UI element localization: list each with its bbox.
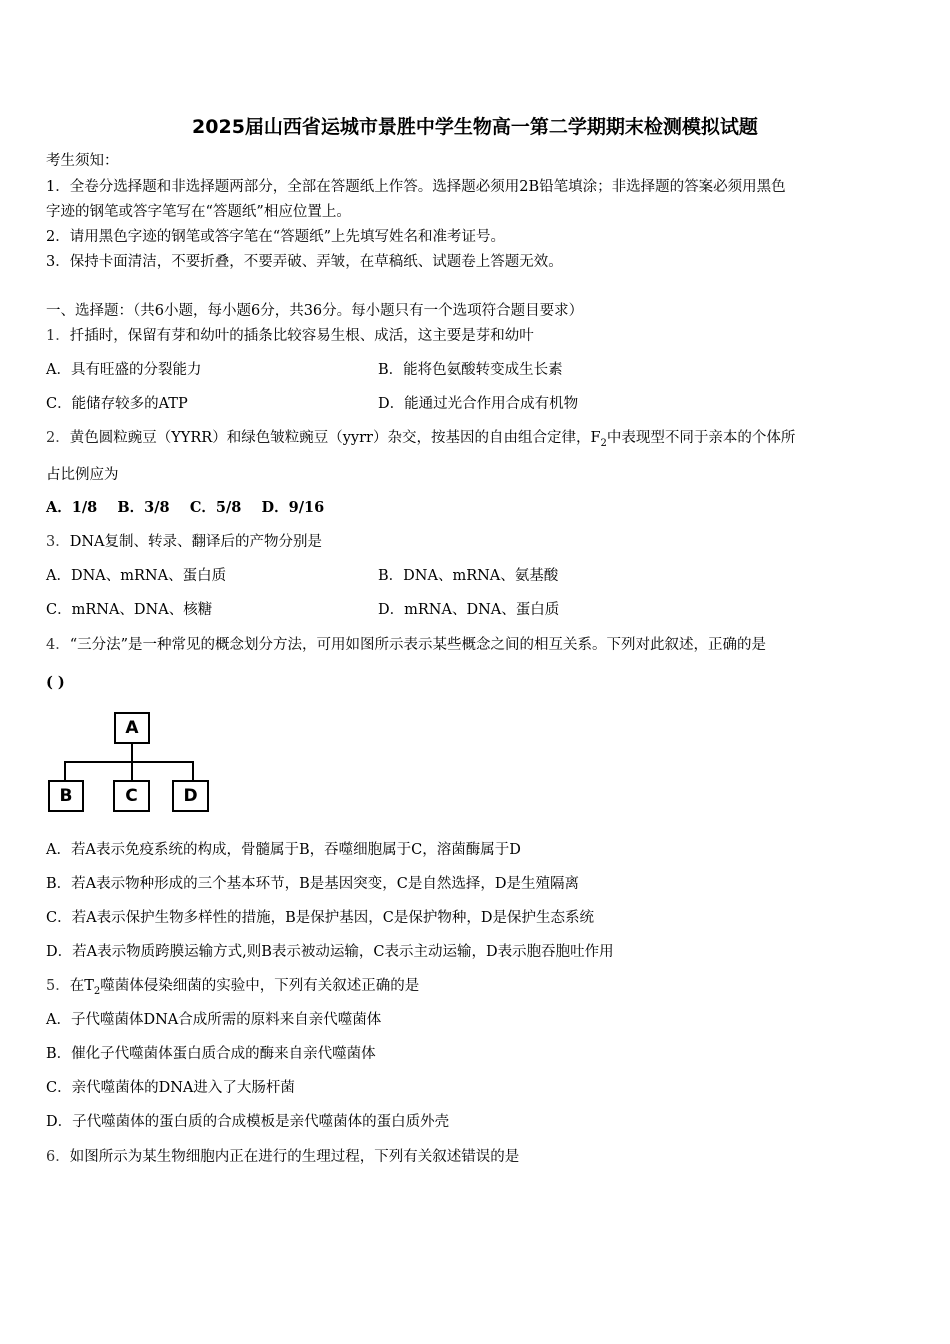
question-number: 2． bbox=[46, 430, 70, 446]
q4-option-b: B．若A表示物种形成的三个基本环节，B是基因突变，C是自然选择，D是生殖隔离 bbox=[46, 876, 579, 892]
question-stem-part2: 中表现型不同于亲本的个体所 bbox=[606, 430, 796, 446]
q3-option-c: C．mRNA、DNA、核糖 bbox=[46, 602, 213, 618]
q4-option-d: D．若A表示物质跨膜运输方式,则B表示被动运输，C表示主动运输，D表示胞吞胞吐作用 bbox=[46, 944, 614, 960]
q4-option-a: A．若A表示免疫系统的构成，骨髓属于B，吞噬细胞属于C，溶菌酶属于D bbox=[46, 842, 521, 858]
question-number: 3． bbox=[46, 534, 70, 550]
diagram-box-a: A bbox=[114, 712, 150, 744]
question-2-cont: 占比例应为 bbox=[46, 467, 119, 483]
diagram-box-b: B bbox=[48, 780, 84, 812]
question-6 bbox=[46, 1147, 519, 1167]
answer-paren: ( ) bbox=[46, 674, 65, 691]
diagram-connector bbox=[131, 761, 133, 781]
question-stem: “三分法”是一种常见的概念划分方法，可用如图所示表示某些概念之间的相互关系。下列对此叙述，正确的是 bbox=[69, 637, 767, 653]
q3-option-a: A．DNA、mRNA、蛋白质 bbox=[46, 568, 227, 584]
q5-option-d: D．子代噬菌体的蛋白质的合成模板是亲代噬菌体的蛋白质外壳 bbox=[46, 1114, 450, 1130]
q5-option-a: A．子代噬菌体DNA合成所需的原料来自亲代噬菌体 bbox=[46, 1012, 382, 1028]
q1-option-b: B．能将色氨酸转变成生长素 bbox=[378, 362, 563, 378]
question-stem-part1: 黄色圆粒豌豆（YYRR）和绿色皱粒豌豆（yyrr）杂交，按基因的自由组合定律，F bbox=[69, 430, 601, 446]
notice-item-1: 1．全卷分选择题和非选择题两部分，全部在答题纸上作答。选择题必须用2B铅笔填涂；非选择题的答案必须用黑色 bbox=[46, 179, 786, 195]
section-heading: 一、选择题：（共6小题，每小题6分，共36分。每小题只有一个选项符合题目要求） bbox=[46, 303, 584, 319]
q5-option-b: B．催化子代噬菌体蛋白质合成的酶来自亲代噬菌体 bbox=[46, 1046, 376, 1062]
question-1 bbox=[46, 326, 534, 346]
diagram-connector bbox=[131, 744, 133, 762]
q4-option-c: C．若A表示保护生物多样性的措施，B是保护基因，C是保护物种，D是保护生态系统 bbox=[46, 910, 594, 926]
diagram-connector bbox=[64, 761, 194, 763]
notice-item-3: 3．保持卡面清洁，不要折叠，不要弄破、弄皱，在草稿纸、试题卷上答题无效。 bbox=[46, 254, 563, 270]
question-number: 1． bbox=[46, 328, 70, 344]
q3-option-b: B．DNA、mRNA、氨基酸 bbox=[378, 568, 559, 584]
question-number: 4． bbox=[46, 637, 70, 653]
question-2 bbox=[46, 428, 795, 448]
q1-option-a: A．具有旺盛的分裂能力 bbox=[46, 362, 202, 378]
question-4 bbox=[46, 635, 766, 655]
notice-heading: 考生须知： bbox=[46, 153, 119, 169]
diagram-box-c: C bbox=[113, 780, 150, 812]
question-stem: 扦插时，保留有芽和幼叶的插条比较容易生根、成活，这主要是芽和幼叶 bbox=[69, 328, 534, 344]
question-stem: 如图所示为某生物细胞内正在进行的生理过程，下列有关叙述错误的是 bbox=[69, 1149, 520, 1165]
notice-item-1-cont: 字迹的钢笔或答字笔写在“答题纸”相应位置上。 bbox=[46, 204, 351, 220]
q3-option-d: D．mRNA、DNA、蛋白质 bbox=[378, 602, 560, 618]
q2-options: A．1/8 B．3/8 C．5/8 D．9/16 bbox=[46, 499, 325, 516]
question-number: 6． bbox=[46, 1149, 70, 1165]
page-title: 2025届山西省运城市景胜中学生物高一第二学期期末检测模拟试题 bbox=[192, 116, 758, 138]
diagram-connector bbox=[64, 761, 66, 781]
question-number: 5． bbox=[46, 978, 70, 994]
diagram-box-d: D bbox=[172, 780, 209, 812]
question-stem-part1: 在T bbox=[69, 978, 94, 994]
subscript: 2 bbox=[93, 985, 101, 997]
q5-option-c: C．亲代噬菌体的DNA进入了大肠杆菌 bbox=[46, 1080, 295, 1096]
subscript: 2 bbox=[600, 437, 607, 449]
q1-option-d: D．能通过光合作用合成有机物 bbox=[378, 396, 579, 412]
notice-item-2: 2．请用黑色字迹的钢笔或答字笔在“答题纸”上先填写姓名和准考证号。 bbox=[46, 229, 506, 245]
q1-option-c: C．能储存较多的ATP bbox=[46, 396, 188, 412]
question-3 bbox=[46, 532, 322, 552]
question-5 bbox=[46, 976, 419, 996]
diagram-connector bbox=[192, 761, 194, 781]
question-stem: DNA复制、转录、翻译后的产物分别是 bbox=[69, 534, 323, 550]
question-stem-part2: 噬菌体侵染细菌的实验中，下列有关叙述正确的是 bbox=[100, 978, 420, 994]
